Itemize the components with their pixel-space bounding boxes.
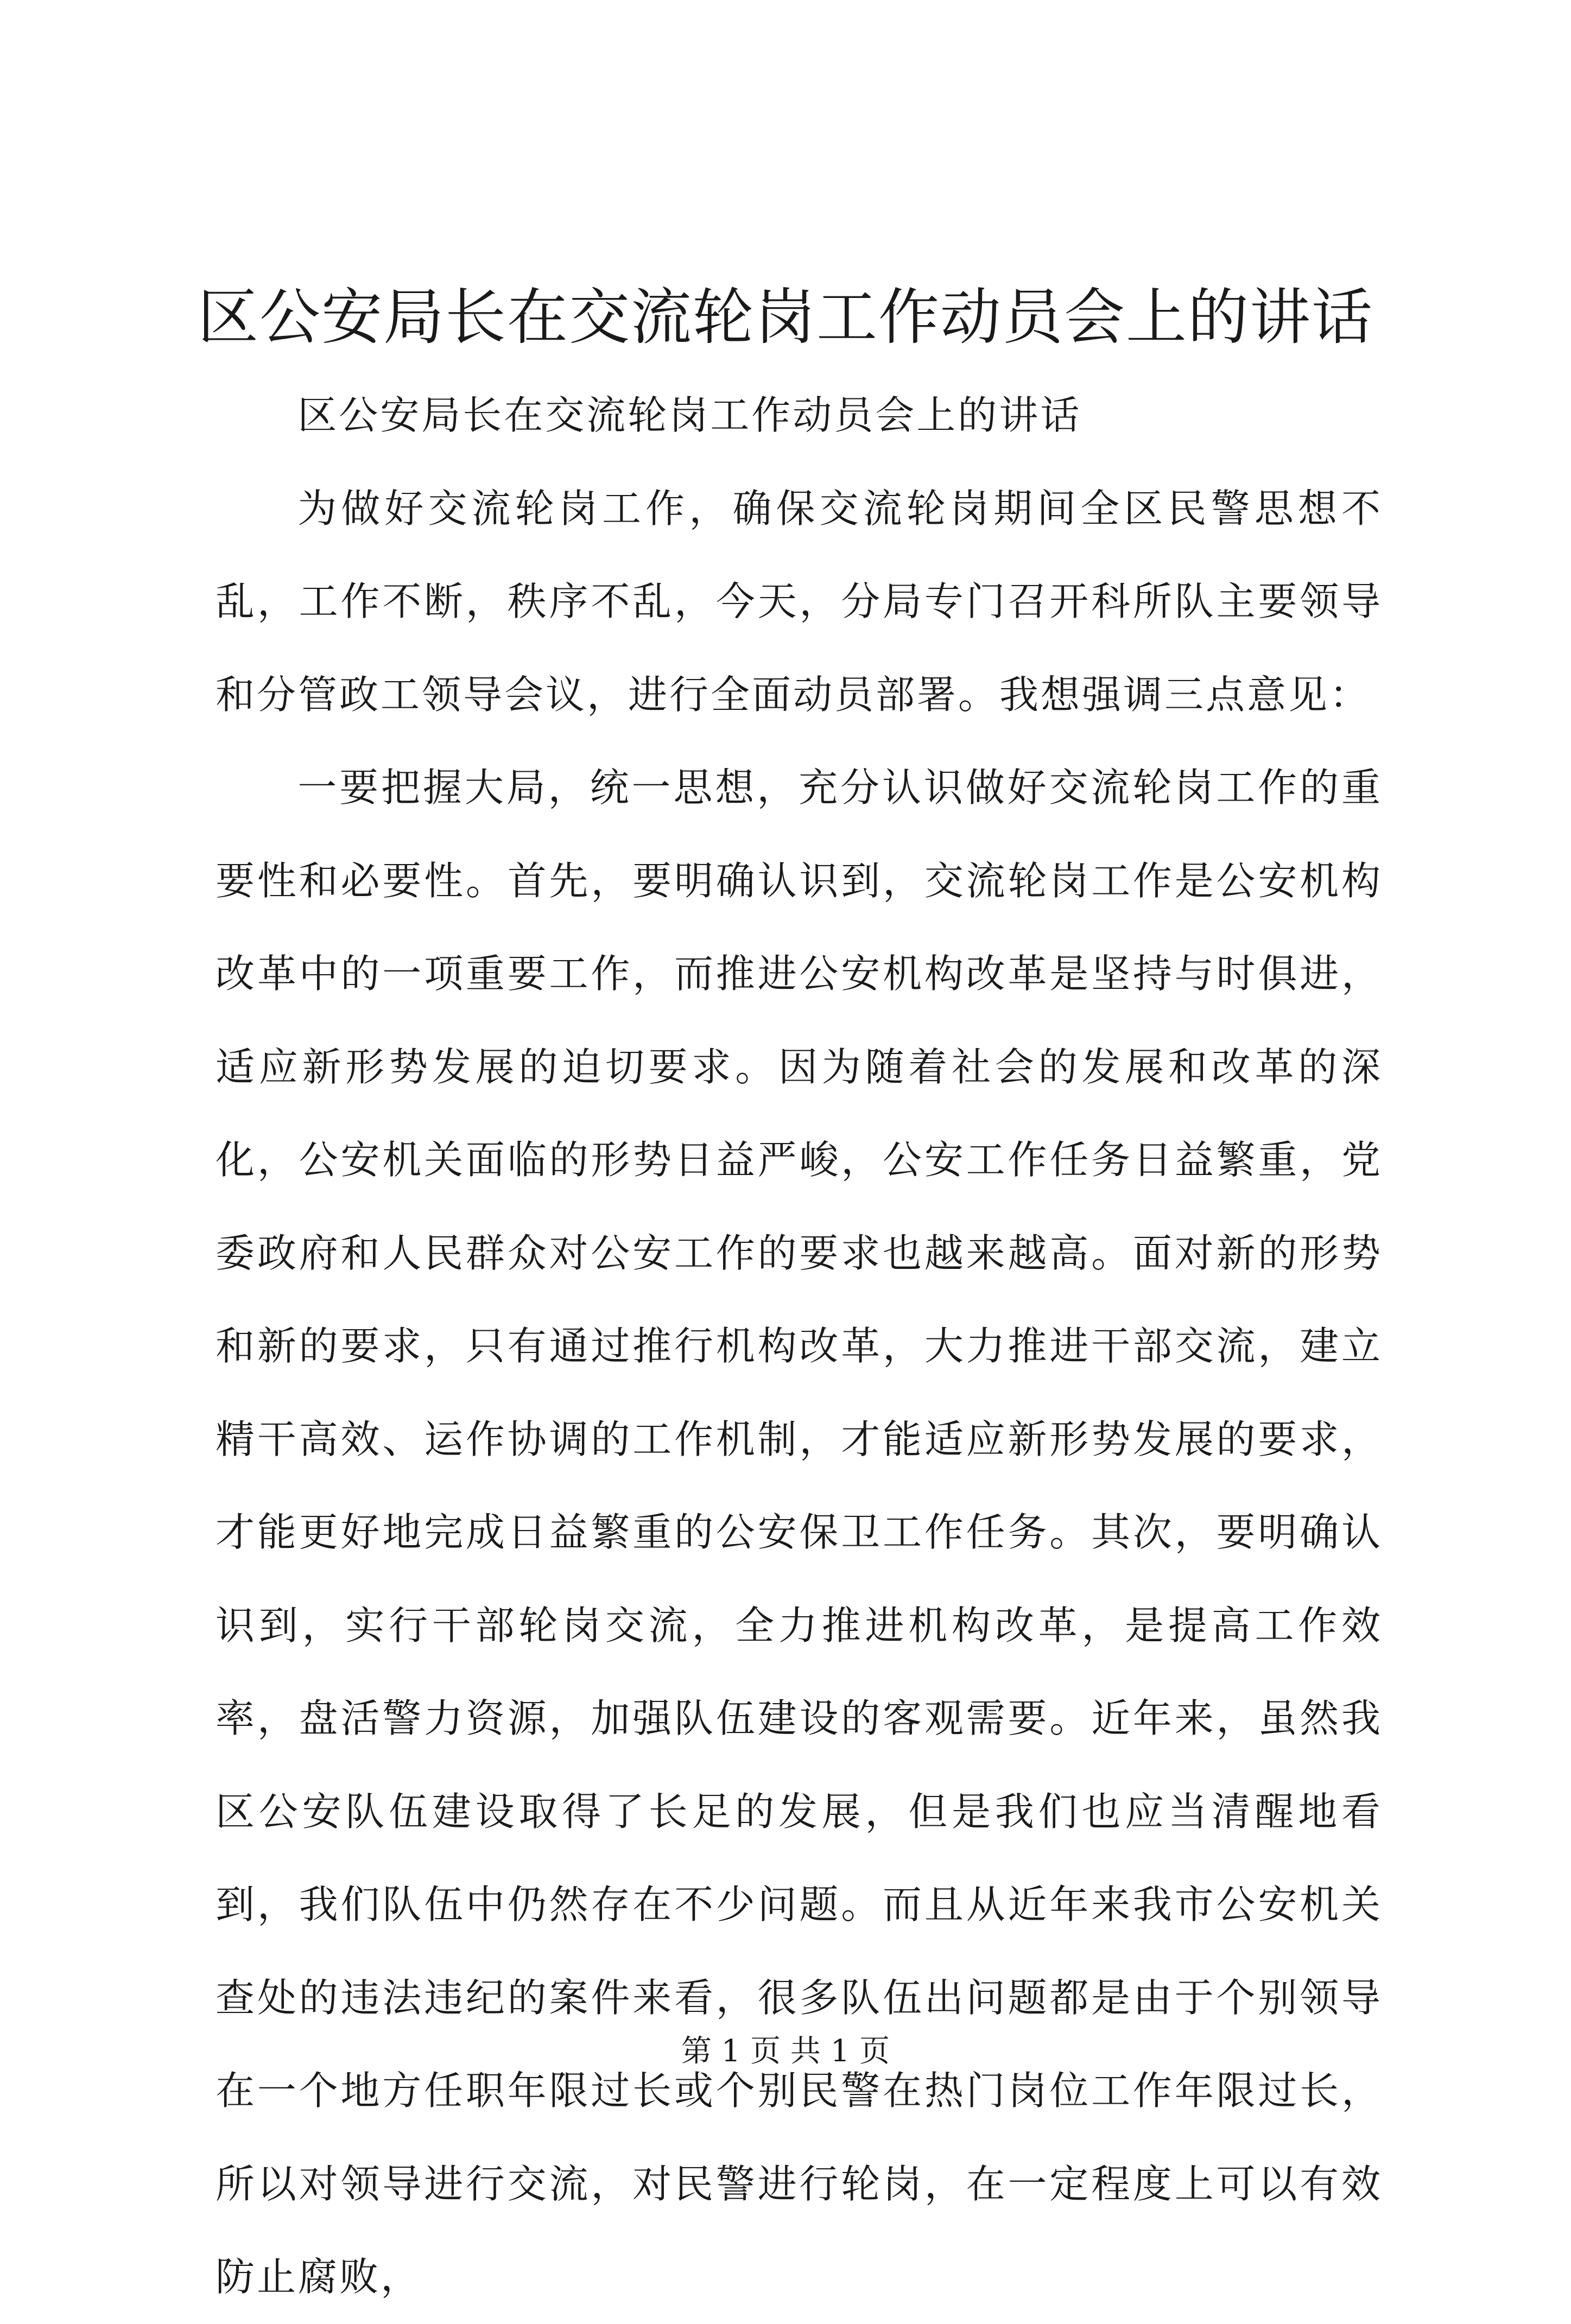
document-body: [216, 369, 1383, 2324]
paragraph-intro: 为做好交流轮岗工作，确保交流轮岗期间全区民警思想不乱，工作不断，秩序不乱，今天，分局专门召开科所队主要领导和分管政工领导会议，进行全面动员部署。我想强调三点意见：: [216, 485, 1383, 717]
paragraph-subtitle: 区公安局长在交流轮岗工作动员会上的讲话: [297, 392, 1082, 438]
paragraph-point-one: 一要把握大局，统一思想，充分认识做好交流轮岗工作的重要性和必要性。首先，要明确认识到，交流轮岗工作是公安机构改革中的一项重要工作，而推进公安机构改革是坚持与时俱进，适应新形势发展的迫切要求。因为随着社会的发展和改革的深化，公安机关面临的形势日益严峻，公安工作任务日益繁重，党委政府和人民群众对公安工作的要求也越来越高。面对新的形势和新的要求，只有通过推行机构改革，大力推进干部交流，建立精干高效、运作协调的工作机制，才能适应新形势发展的要求，才能更好地完成日益繁重的公安保卫工作任务。其次，要明确认识到，实行干部轮岗交流，全力推进机构改革，是提高工作效率，盘活警力资源，加强队伍建设的客观需要。近年来，虽然我区公安队伍建设取得了长足的发展，但是我们也应当清醒地看到，我们队伍中仍然存在不少问题。而且从近年来我市公安机关查处的违法违纪的案件来看，很多队伍出问题都是由于个别领导在一个地方任职年限过长或个别民警在热门岗位工作年限过长，所以对领导进行交流，对民警进行轮岗，在一定程度上可以有效防止腐败，: [216, 765, 1383, 2300]
page-footer: 第 1 页 共 1 页: [681, 2034, 890, 2069]
document-title: 区公安局长在交流轮岗工作动员会上的讲话: [198, 282, 1373, 353]
